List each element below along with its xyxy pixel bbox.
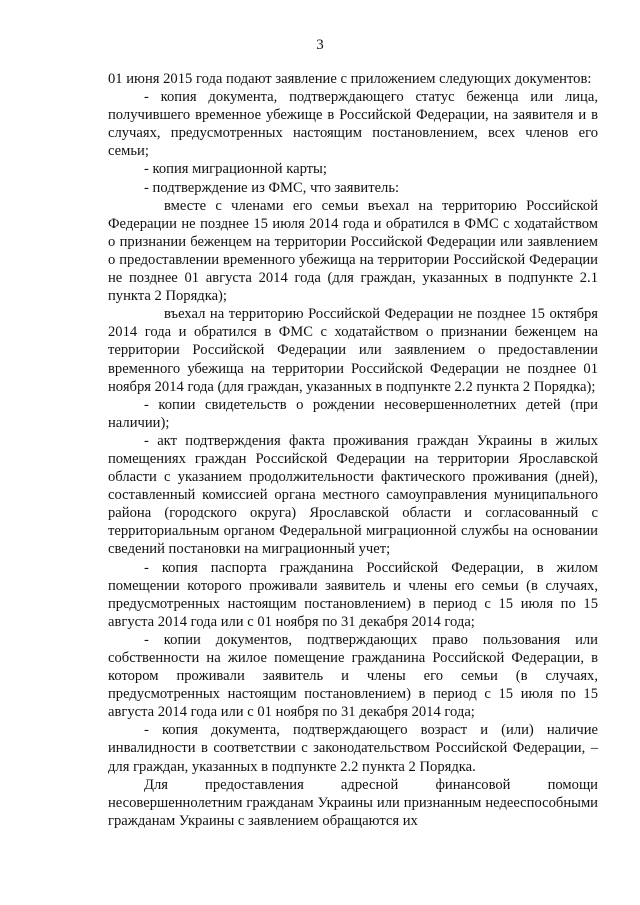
paragraph-item-property-documents: - копии документов, подтверждающих право пользования или собственности на жилое помещение гражданина Российской Федерации, в котором проживали заявитель и члены его семьи (в случаях, предусмотренных настоящим постановлением) в период с 15 июля по 15 августа 2014 года или с 01 ноября по 31 декабря 2014 года; bbox=[108, 631, 598, 721]
page-number: 3 bbox=[316, 37, 324, 53]
paragraph-subitem-july: вместе с членами его семьи въехал на территорию Российской Федерации не позднее 15 июля 2014 года и обратился в ФМС с ходатайством о признании беженцем на территории Российской Федерации или заявлением о предоставлении временного убежища на территории Российской Федерации не позднее 01 августа 2014 года (для граждан, указанных в подпункте 2.1 пункта 2 Порядка); bbox=[108, 197, 598, 305]
paragraph-item-birth-certificates: - копии свидетельств о рождении несовершеннолетних детей (при наличии); bbox=[108, 396, 598, 431]
paragraph-item-age-disability: - копия документа, подтверждающего возраст и (или) наличие инвалидности в соответствии с законодательством Российской Федерации, – для граждан, указанных в подпункте 2.2 пункта 2 Порядка. bbox=[108, 722, 598, 775]
paragraph-item-fms-confirmation: - подтверждение из ФМС, что заявитель: bbox=[144, 179, 400, 196]
paragraph-intro: 01 июня 2015 года подают заявление с приложением следующих документов: bbox=[108, 71, 592, 87]
paragraph-item-refugee-status: - копия документа, подтверждающего статус беженца или лица, получившего временное убежище в Российской Федерации, на заявителя и в случаях, предусмотренных настоящим постановлением, всех членов его семьи; bbox=[108, 89, 598, 160]
paragraph-minors-assistance: Для предоставления адресной финансовой помощи несовершеннолетним гражданам Украины или признанным недееспособными гражданам Украины с заявлением обращаются их bbox=[108, 776, 598, 829]
paragraph-item-residence-act: - акт подтверждения факта проживания граждан Украины в жилых помещениях граждан Российской Федерации на территории Ярославской области с указанием продолжительности фактического проживания (дней), составленный комиссией органа местного самоуправления муниципального района (городского округа) Ярославской области и согласованный с территориальным органом Федеральной миграционной службы на основании сведений постановки на миграционный учет; bbox=[108, 432, 598, 558]
paragraph-item-migration-card: - копия миграционной карты; bbox=[144, 161, 327, 178]
paragraph-subitem-october: въехал на территорию Российской Федерации не позднее 15 октября 2014 года и обратился в ФМС с ходатайством о признании беженцем на территории Российской Федерации или заявлением о предоставлении временного убежища на территории Российской Федерации не позднее 01 ноября 2014 года (для граждан, указанных в подпункте 2.2 пункта 2 Порядка); bbox=[108, 306, 598, 395]
document-body bbox=[108, 70, 598, 830]
paragraph-item-passport-copy: - копия паспорта гражданина Российской Федерации, в жилом помещении которого проживали заявитель и члены его семьи (в случаях, предусмотренных настоящим постановлением) в период с 15 июля по 15 августа 2014 года или с 01 ноября по 31 декабря 2014 года; bbox=[108, 559, 598, 630]
